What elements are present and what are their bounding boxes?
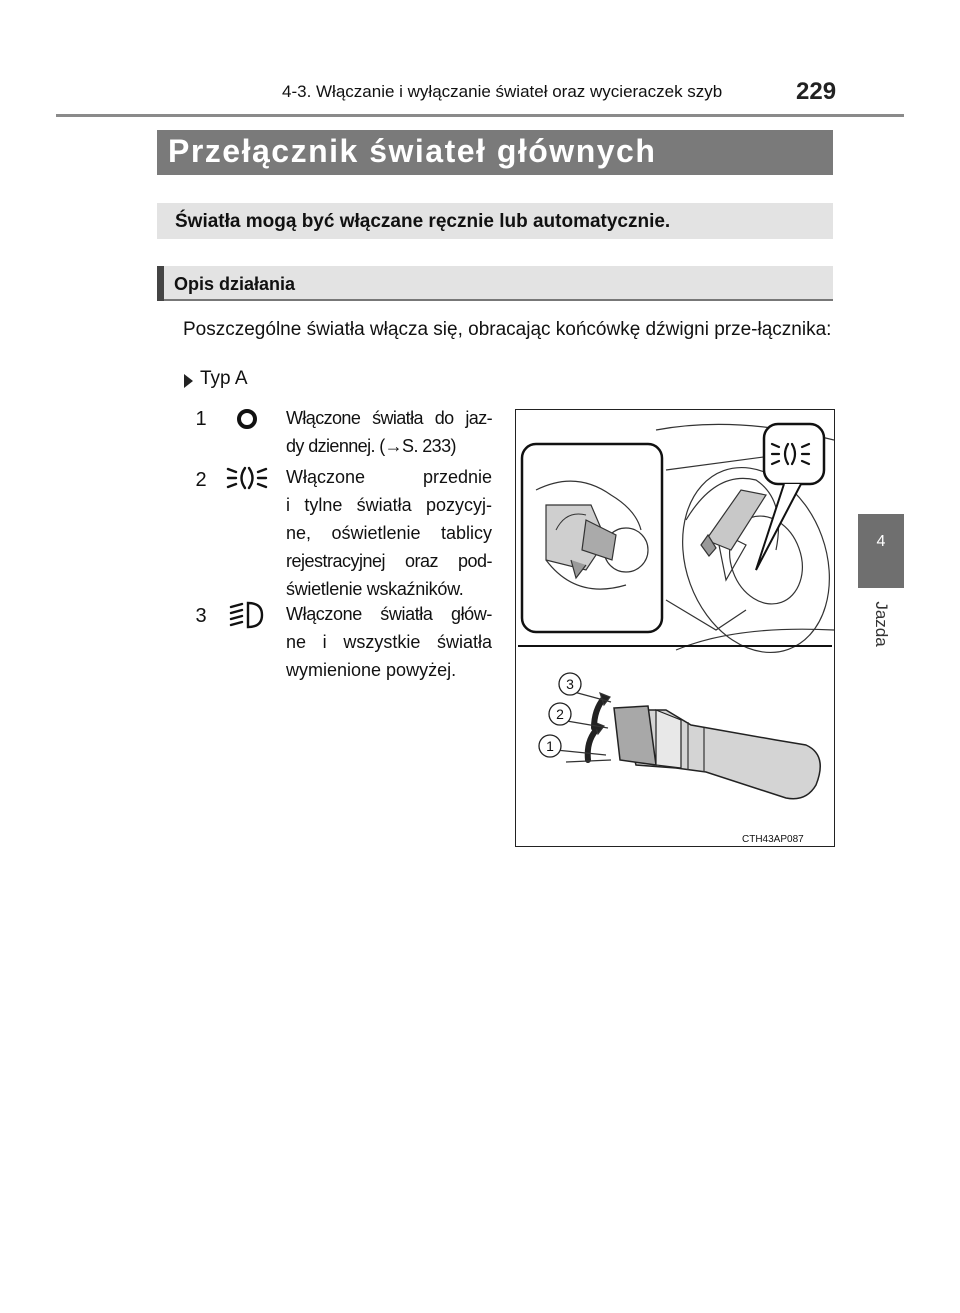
figure-code: CTH43AP087 bbox=[742, 834, 804, 845]
chapter-tab-label bbox=[858, 594, 904, 654]
headlight-switch-illustration bbox=[515, 409, 835, 847]
item-1-line-1: Włączone światła do jaz- bbox=[286, 408, 492, 428]
bullet-arrow-icon bbox=[184, 374, 193, 388]
chapter-tab-label-text: Jazda bbox=[872, 601, 891, 647]
chapter-tab bbox=[858, 514, 904, 588]
illustration-drawing bbox=[516, 410, 834, 846]
item-1-line-2: dy dziennej. (→S. 233) bbox=[286, 436, 456, 456]
item-2-line-1: Włączone przednie bbox=[286, 467, 492, 487]
summary-text: Światła mogą być włączane ręcznie lub automatycznie. bbox=[175, 211, 671, 232]
item-3-line-1: Włączone światła głów- bbox=[286, 604, 492, 624]
running-header-section-title: 4-3. Włączanie i wyłączanie świateł oraz wycieraczek szyb bbox=[282, 82, 723, 101]
headlight-icon bbox=[228, 600, 264, 630]
header-rule bbox=[56, 114, 904, 117]
item-3-line-2: ne i wszystkie światła bbox=[286, 632, 492, 652]
item-2-line-5: świetlenie wskaźników. bbox=[286, 579, 464, 599]
item-number-2: 2 bbox=[195, 469, 207, 491]
item-text-1 bbox=[286, 404, 492, 460]
item-text-3 bbox=[286, 600, 492, 684]
page-number: 229 bbox=[796, 78, 837, 105]
chapter-tab-number: 4 bbox=[876, 533, 886, 550]
figure-callout-1: 1 bbox=[546, 738, 554, 754]
section-heading-marker bbox=[157, 266, 164, 301]
parking-lights-icon bbox=[226, 464, 268, 492]
item-2-line-4: rejestracyjnej oraz pod- bbox=[286, 551, 492, 571]
item-2-line-3: ne, oświetlenie tablicy bbox=[286, 523, 492, 543]
item-3-line-3: wymienione powyżej. bbox=[286, 660, 457, 680]
item-number-1: 1 bbox=[195, 408, 207, 430]
item-text-2 bbox=[286, 463, 492, 603]
item-number-3: 3 bbox=[195, 605, 207, 627]
section-heading: Opis działania bbox=[174, 274, 296, 294]
item-2-line-2: i tylne światła pozycyj- bbox=[286, 495, 492, 515]
figure-callout-2: 2 bbox=[556, 706, 564, 722]
page-title: Przełącznik świateł głównych bbox=[168, 133, 657, 169]
figure-callout-3: 3 bbox=[566, 676, 574, 692]
type-label: Typ A bbox=[200, 368, 248, 389]
body-paragraph: Poszczególne światła włącza się, obracając końcówkę dźwigni prze-łącznika: bbox=[183, 319, 832, 340]
daytime-running-light-icon bbox=[234, 406, 260, 432]
